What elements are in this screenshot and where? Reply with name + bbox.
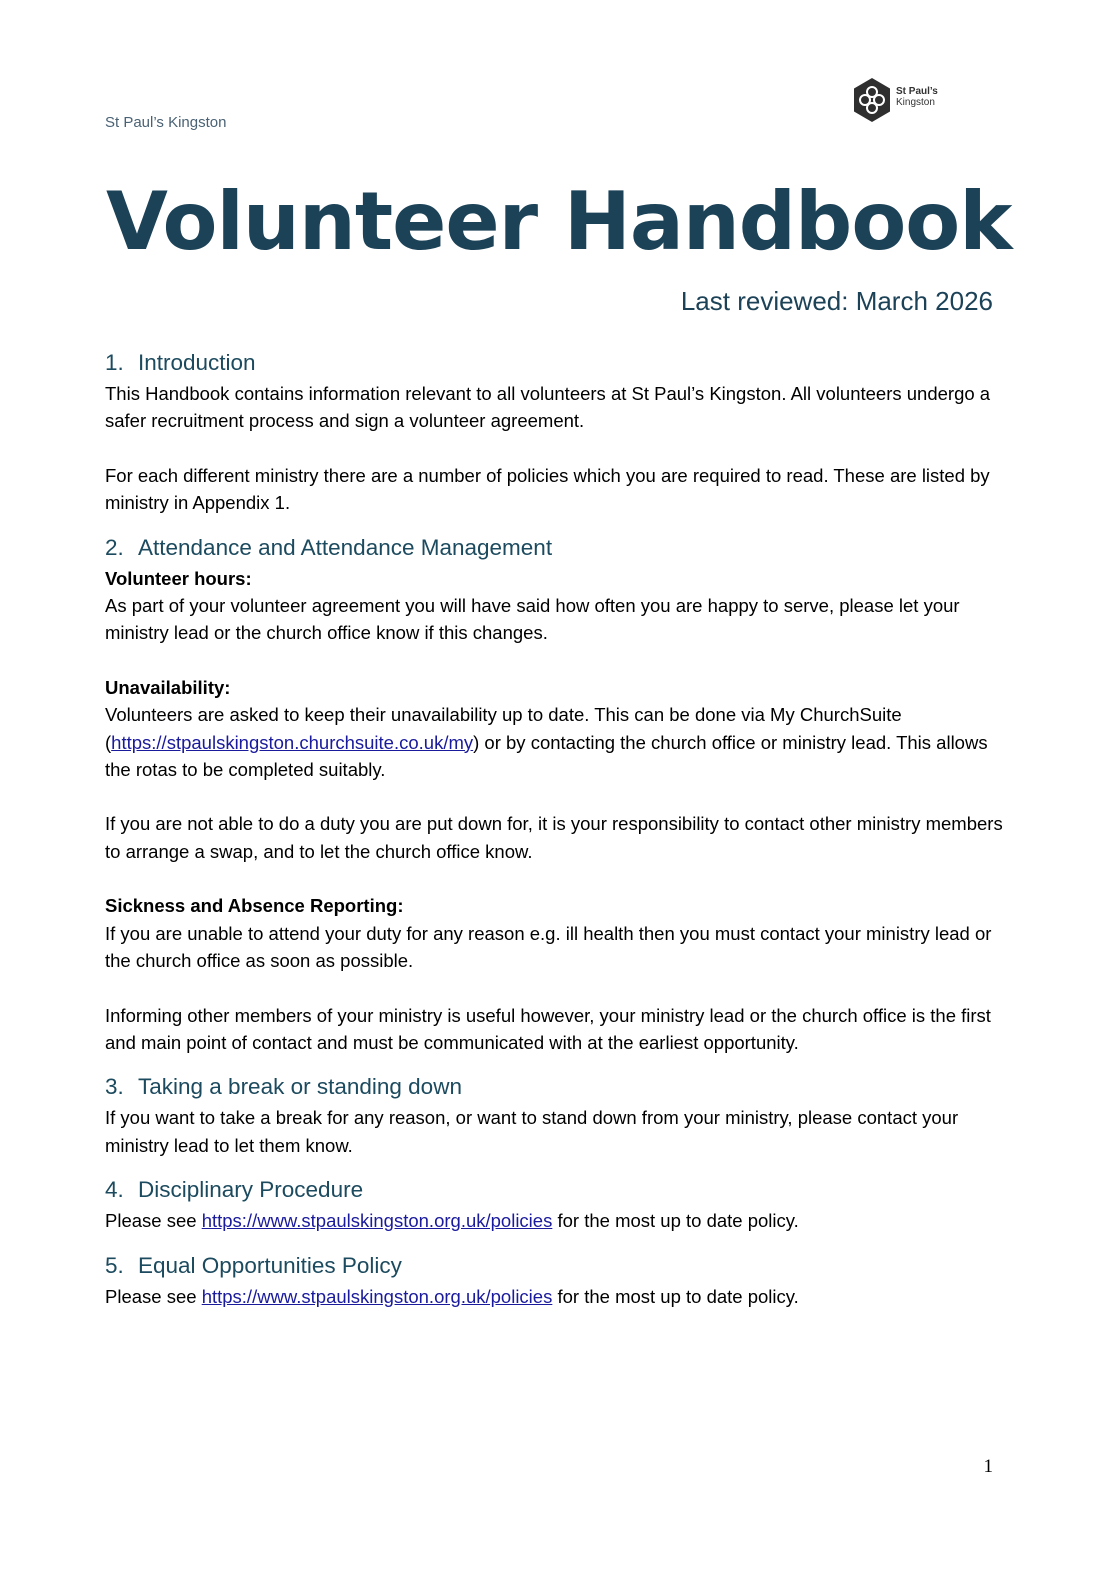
paragraph: If you want to take a break for any reason, or want to stand down from your ministry, please contact your ministry lead to let them know.	[105, 1107, 959, 1156]
section-number: 5.	[105, 1252, 124, 1278]
churchsuite-link[interactable]: https://stpaulskingston.churchsuite.co.uk/my	[111, 731, 474, 753]
header-org-name: St Paul’s Kingston	[105, 114, 227, 131]
section-heading-equal-opportunities	[105, 1249, 1005, 1283]
section-number: 1.	[105, 350, 124, 375]
text: Volunteers are asked to keep their unavailability up to date. This can be done via My ChurchSuite (	[105, 704, 902, 753]
section-title: Taking a break or standing down	[138, 1074, 462, 1100]
text: Please see	[105, 1285, 202, 1307]
section-heading-attendance	[105, 531, 1005, 565]
text: Please see	[105, 1210, 202, 1232]
paragraph: This Handbook contains information relevant to all volunteers at St Paul’s Kingston. All volunteers undergo a safer recruitment process and sign a volunteer agreement.	[105, 383, 991, 432]
section-title: Disciplinary Procedure	[138, 1177, 364, 1203]
paragraph	[105, 1207, 1005, 1234]
section-title: Attendance and Attendance Management	[138, 534, 553, 560]
section-title: Introduction	[138, 350, 256, 375]
paragraph: As part of your volunteer agreement you will have said how often you are happy to serve, please let your ministry lead or the church office know if this changes.	[105, 595, 960, 644]
text: for the most up to date policy.	[552, 1285, 799, 1307]
church-logo	[852, 77, 952, 123]
subheading-sickness: Sickness and Absence Reporting:	[105, 895, 404, 917]
page-number: 1	[983, 1456, 993, 1477]
paragraph: Informing other members of your ministry is useful however, your ministry lead or the church office is the first and main point of contact and must be communicated with at the earliest opportunity.	[105, 1004, 991, 1053]
paragraph: If you are unable to attend your duty for any reason e.g. ill health then you must contact your ministry lead or the church office as soon as possible.	[105, 922, 992, 972]
section-heading-introduction	[105, 346, 1005, 380]
section-number: 4.	[105, 1177, 124, 1203]
logo-line-1: St Paul’s	[896, 86, 938, 97]
logo-wordmark	[896, 86, 938, 108]
policies-link[interactable]: https://www.stpaulskingston.org.uk/policies	[201, 1285, 553, 1307]
text: for the most up to date policy.	[552, 1210, 799, 1232]
document-title: Volunteer Handbook	[106, 175, 1012, 268]
subheading-volunteer-hours: Volunteer hours:	[105, 567, 252, 589]
paragraph	[105, 701, 1005, 783]
text: ) or by contacting the church office or ministry lead. This allows the rotas to be completed suitably.	[105, 731, 988, 781]
section-number: 3.	[105, 1074, 124, 1100]
logo-line-2: Kingston	[896, 97, 935, 108]
hexagon-logo-icon	[852, 77, 892, 123]
paragraph	[105, 1283, 1005, 1310]
section-heading-taking-break	[105, 1070, 1005, 1104]
policies-link[interactable]: https://www.stpaulskingston.org.uk/policies	[201, 1210, 553, 1232]
section-number: 2.	[105, 534, 124, 560]
section-title: Equal Opportunities Policy	[138, 1252, 402, 1278]
paragraph: For each different ministry there are a number of policies which you are required to read. These are listed by ministry in Appendix 1.	[105, 464, 990, 514]
document-body	[105, 346, 1005, 1310]
subheading-unavailability: Unavailability:	[105, 676, 231, 698]
section-heading-disciplinary	[105, 1173, 1005, 1207]
paragraph: If you are not able to do a duty you are put down for, it is your responsibility to contact other ministry members to arrange a swap, and to let the church office know.	[105, 813, 1003, 862]
last-reviewed: Last reviewed: March 2026	[680, 286, 993, 316]
